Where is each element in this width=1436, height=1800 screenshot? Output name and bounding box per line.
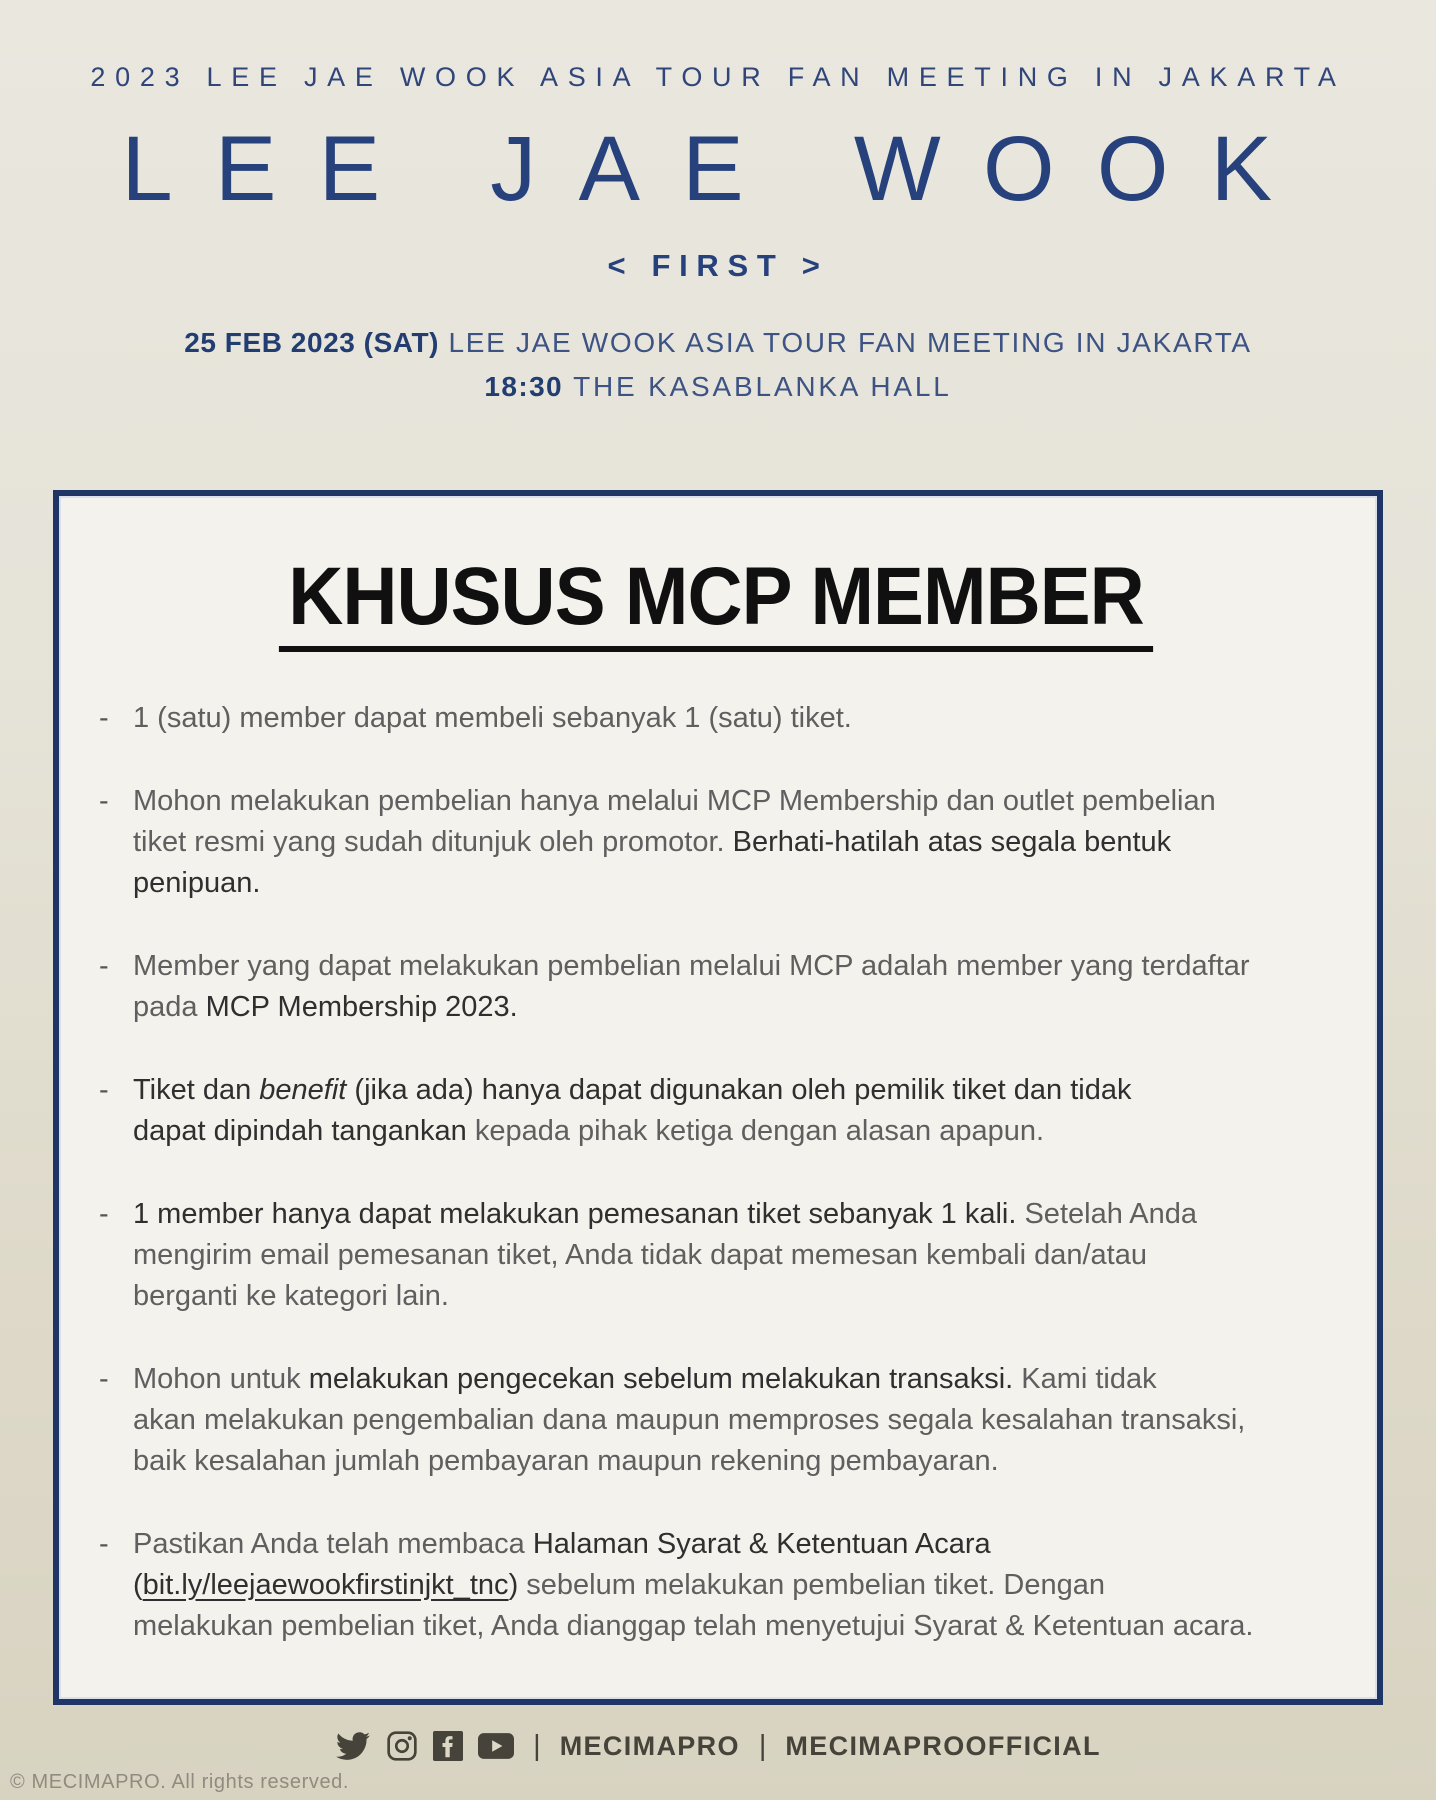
bullet-text — [133, 781, 1216, 904]
tour-title: 2023 LEE JAE WOOK ASIA TOUR FAN MEETING IN JAKARTA — [90, 62, 1346, 92]
bullet-text — [133, 1070, 1131, 1152]
bullet-text — [133, 1194, 1197, 1317]
text-segment: dapat dipindah tangankan — [133, 1115, 475, 1147]
artist-name: LEE JAE WOOK — [121, 118, 1315, 220]
text-segment: Tiket dan — [133, 1074, 260, 1106]
bullet-dash: - — [99, 950, 109, 982]
list-item — [95, 946, 1337, 1028]
bullet-dash: - — [99, 1074, 109, 1106]
text-segment: kepada pihak ketiga dengan alasan apapun. — [474, 1115, 1045, 1147]
text-segment: berganti ke kategori lain. — [133, 1280, 449, 1312]
text-segment: ( — [133, 1569, 143, 1601]
event-time: 18:30 — [484, 371, 564, 402]
list-item — [95, 1359, 1337, 1482]
text-segment: Pastikan Anda telah membaca — [133, 1528, 533, 1560]
edition-subtitle: < FIRST > — [607, 248, 829, 283]
text-segment: melakukan pengecekan sebelum melakukan transaksi. — [308, 1363, 1022, 1395]
event-date: 25 FEB 2023 (SAT) — [184, 327, 440, 358]
text-segment: MCP Membership 2023. — [205, 991, 518, 1023]
social-row — [0, 1729, 1436, 1763]
text-segment: Mohon untuk — [133, 1363, 309, 1395]
bullet-dash: - — [99, 702, 109, 734]
list-item — [95, 698, 1337, 739]
text-segment: akan melakukan pengembalian dana maupun memproses segala kesalahan transaksi, — [133, 1404, 1246, 1436]
text-segment: penipuan. — [133, 867, 261, 899]
text-segment: 1 member hanya dapat melakukan pemesanan tiket sebanyak 1 kali. — [133, 1198, 1025, 1230]
event-date-line — [0, 324, 1436, 362]
bullet-text — [133, 698, 852, 739]
copyright-notice: © MECIMAPRO. All rights reserved. — [10, 1771, 350, 1793]
instagram-icon[interactable] — [386, 1730, 418, 1762]
footer-divider: | — [533, 1729, 541, 1762]
notice-heading-wrap — [95, 550, 1337, 652]
text-segment: benefit — [259, 1074, 347, 1106]
text-segment: mengirim email pemesanan tiket, Anda tidak dapat memesan kembali dan/atau — [133, 1239, 1147, 1271]
text-segment: Mohon melakukan pembelian hanya melalui MCP Membership dan outlet pembelian — [133, 785, 1216, 817]
text-segment: Berhati-hatilah atas segala bentuk — [732, 826, 1172, 858]
notice-list — [95, 698, 1337, 1647]
footer-account-official: MECIMAPROOFFICIAL — [785, 1730, 1101, 1761]
event-title: LEE JAE WOOK ASIA TOUR FAN MEETING IN JAKARTA — [448, 327, 1252, 358]
list-item — [95, 781, 1337, 904]
footer-divider: | — [758, 1729, 767, 1762]
list-item — [95, 1524, 1337, 1647]
text-segment: melakukan pembelian tiket, Anda dianggap telah menyetujui Syarat & Ketentuan acara. — [133, 1610, 1254, 1642]
bullet-text — [133, 946, 1250, 1028]
twitter-icon[interactable] — [335, 1729, 371, 1763]
text-segment: Kami tidak — [1021, 1363, 1157, 1395]
text-segment: pada — [133, 991, 206, 1023]
bullet-dash: - — [99, 1528, 109, 1560]
bullet-text — [133, 1359, 1245, 1482]
text-segment: tiket resmi yang sudah ditunjuk oleh promotor. — [133, 826, 733, 858]
notice-heading: KHUSUS MCP MEMBER — [279, 550, 1153, 652]
list-item — [95, 1194, 1337, 1317]
text-segment: (jika ada) hanya dapat digunakan oleh pemilik tiket dan tidak — [346, 1074, 1132, 1106]
list-item — [95, 1070, 1337, 1152]
text-segment: Member yang dapat melakukan pembelian melalui MCP adalah member yang terdaftar — [133, 950, 1250, 982]
facebook-icon[interactable] — [433, 1731, 463, 1761]
poster-header — [0, 0, 1436, 406]
text-segment: ) — [508, 1569, 527, 1601]
bullet-dash: - — [99, 1198, 109, 1230]
event-venue-line — [0, 368, 1436, 406]
text-segment: baik kesalahan jumlah pembayaran maupun rekening pembayaran. — [133, 1445, 999, 1477]
bullet-dash: - — [99, 785, 109, 817]
event-details — [0, 324, 1436, 406]
bullet-text — [133, 1524, 1253, 1647]
bullet-dash: - — [99, 1363, 109, 1395]
text-segment: Halaman Syarat & Ketentuan Acara — [532, 1528, 991, 1560]
footer-account-mecimapro: MECIMAPRO — [559, 1730, 740, 1761]
text-segment: 1 (satu) member dapat membeli sebanyak 1 (satu) tiket. — [133, 702, 852, 734]
event-venue: THE KASABLANKA HALL — [573, 371, 952, 402]
notice-panel — [53, 490, 1383, 1705]
youtube-icon[interactable] — [478, 1733, 514, 1759]
text-segment: sebelum melakukan pembelian tiket. Dengan — [526, 1569, 1106, 1601]
tnc-link[interactable]: bit.ly/leejaewookfirstinjkt_tnc — [142, 1569, 509, 1601]
text-segment: Setelah Anda — [1024, 1198, 1198, 1230]
